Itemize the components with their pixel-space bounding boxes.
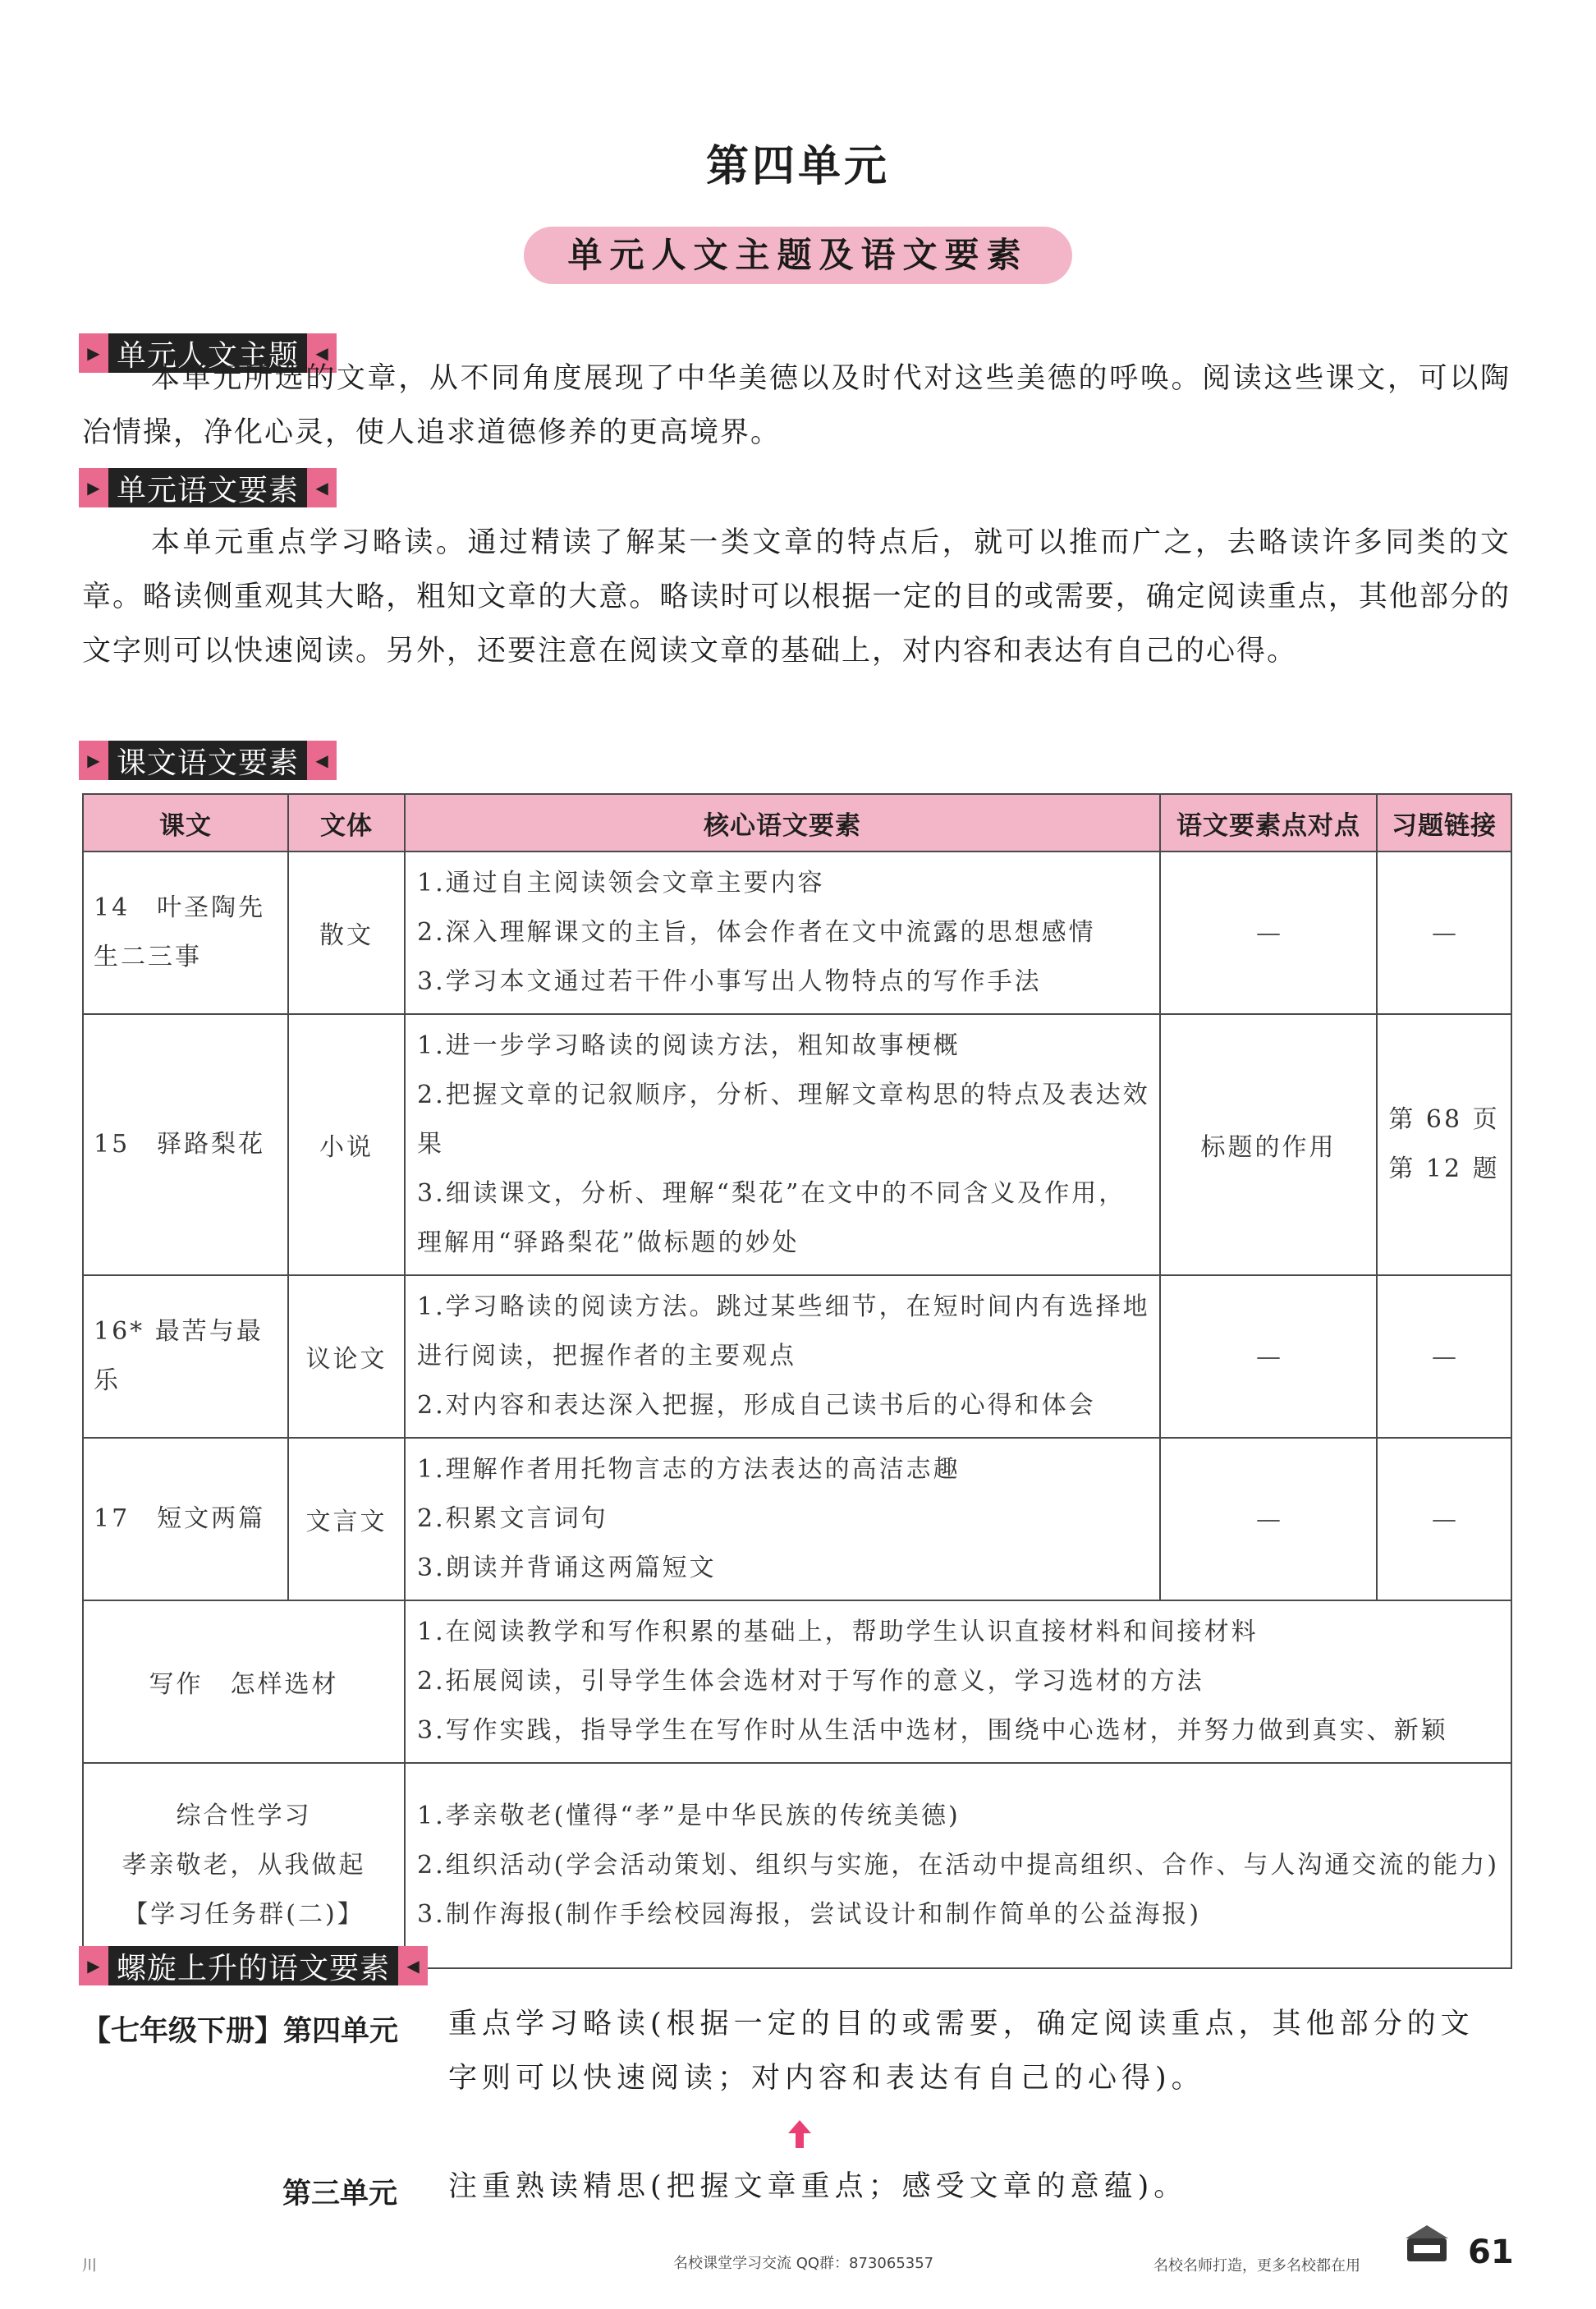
core-item: 1.学习略读的阅读方法。跳过某些细节，在短时间内有选择地进行阅读，把握作者的主要观点: [417, 1292, 1150, 1370]
link-cell: —: [1377, 852, 1511, 1014]
right-triangle-icon: ▶: [79, 468, 108, 507]
core-elements-cell: [405, 852, 1160, 1014]
header-exercise-link: 习题链接: [1377, 794, 1511, 852]
table-row: [83, 1763, 1511, 1968]
core-item: 3.学习本文通过若干件小事写出人物特点的写作手法: [417, 967, 1042, 996]
core-item: 3.朗读并背诵这两篇短文: [417, 1554, 717, 1582]
up-arrow-icon: [788, 2120, 811, 2148]
spiral-lower-text: 注重熟读精思(把握文章重点；感受文章的意蕴)。: [448, 2170, 1188, 2203]
footer-region-mark: 川: [82, 2257, 97, 2275]
link-cell: 第 68 页 第 12 题: [1377, 1014, 1511, 1275]
core-item: 3.制作海报(制作手绘校园海报，尝试设计和制作简单的公益海报): [417, 1900, 1202, 1929]
point-cell: 标题的作用: [1160, 1014, 1377, 1275]
section-heading-label: 单元语文要素: [108, 468, 307, 507]
core-item: 1.理解作者用托物言志的方法表达的高洁志趣: [417, 1455, 961, 1484]
lesson-cell: 16* 最苦与最乐: [83, 1275, 288, 1438]
core-elements-cell: [405, 1763, 1511, 1968]
header-genre: 文体: [288, 794, 405, 852]
spiral-upper-text: 重点学习略读(根据一定的目的或需要，确定阅读重点，其他部分的文字则可以快速阅读；对内容和表达有自己的心得)。: [448, 2008, 1474, 2095]
page-title: 第四单元: [705, 142, 890, 191]
point-cell: —: [1160, 1275, 1377, 1438]
genre-cell: 文言文: [288, 1438, 405, 1600]
lesson-cell: 17 短文两篇: [83, 1438, 288, 1600]
section-heading-spiral: [79, 1946, 428, 1985]
footer-slogan: 名校名师打造，更多名校都在用: [1153, 2257, 1360, 2275]
right-triangle-icon: ▶: [79, 1946, 108, 1985]
spiral-upper-label: 【七年级下册】第四单元: [82, 2015, 399, 2048]
core-item: 2.组织活动(学会活动策划、组织与实施，在活动中提高组织、合作、与人沟通交流的能力): [417, 1851, 1500, 1880]
genre-cell: 散文: [288, 852, 405, 1014]
link-cell: —: [1377, 1438, 1511, 1600]
unit-banner: 单元人文主题及语文要素: [524, 227, 1072, 284]
table-row: [83, 1438, 1511, 1600]
core-elements-cell: [405, 1438, 1160, 1600]
table-row: [83, 852, 1511, 1014]
table-row: [83, 1275, 1511, 1438]
section-heading-lessons: [79, 741, 337, 780]
genre-cell: 议论文: [288, 1275, 405, 1438]
core-elements-cell: [405, 1275, 1160, 1438]
link-cell: —: [1377, 1275, 1511, 1438]
lesson-line: 综合性学习: [176, 1802, 312, 1830]
lesson-elements-table: [82, 793, 1512, 1969]
core-item: 1.在阅读教学和写作积累的基础上，帮助学生认识直接材料和间接材料: [417, 1618, 1259, 1646]
comprehensive-lesson-cell: [83, 1763, 405, 1968]
core-item: 1.进一步学习略读的阅读方法，粗知故事梗概: [417, 1031, 961, 1060]
left-triangle-icon: ◀: [307, 741, 337, 780]
core-item: 2.积累文言词句: [417, 1504, 608, 1533]
core-item: 2.把握文章的记叙顺序，分析、理解文章构思的特点及表达效果: [417, 1081, 1150, 1159]
language-paragraph: [82, 516, 1511, 678]
core-item: 1.通过自主阅读领会文章主要内容: [417, 869, 825, 897]
core-item: 2.深入理解课文的主旨，体会作者在文中流露的思想感情: [417, 918, 1096, 947]
point-cell: —: [1160, 852, 1377, 1014]
language-text: 本单元重点学习略读。通过精读了解某一类文章的特点后，就可以推而广之，去略读许多同类的文章。略读侧重观其大略，粗知文章的大意。略读时可以根据一定的目的或需要，确定阅读重点，其他部分的文字则可以快速阅读。另外，还要注意在阅读文章的基础上，对内容和表达有自己的心得。: [82, 526, 1511, 668]
theme-paragraph: [82, 351, 1511, 460]
section-heading-label: 螺旋上升的语文要素: [108, 1946, 398, 1985]
left-triangle-icon: ◀: [307, 333, 337, 373]
lesson-line: 孝亲敬老，从我做起: [122, 1851, 366, 1880]
theme-text: 本单元所选的文章，从不同角度展现了中华美德以及时代对这些美德的呼唤。阅读这些课文，可以陶冶情操，净化心灵，使人追求道德修养的更高境界。: [82, 362, 1511, 449]
section-heading-label: 单元人文主题: [108, 333, 307, 373]
header-lesson: 课文: [83, 794, 288, 852]
core-item: 2.对内容和表达深入把握，形成自己读书后的心得和体会: [417, 1391, 1096, 1420]
core-elements-cell: [405, 1014, 1160, 1275]
core-item: 1.孝亲敬老(懂得“孝”是中华民族的传统美德): [417, 1802, 961, 1830]
lesson-cell: 15 驿路梨花: [83, 1014, 288, 1275]
spiral-lower-label: 第三单元: [282, 2178, 398, 2210]
section-heading-label: 课文语文要素: [108, 741, 307, 780]
core-elements-cell: [405, 1600, 1511, 1763]
header-point-to-point: 语文要素点对点: [1160, 794, 1377, 852]
section-heading-language: [79, 468, 337, 507]
page-number: 61: [1468, 2233, 1514, 2271]
publisher-logo-icon: [1402, 2222, 1452, 2268]
header-core-elements: 核心语文要素: [405, 794, 1160, 852]
table-row: [83, 1600, 1511, 1763]
lesson-line: 【学习任务群(二)】: [123, 1900, 365, 1929]
footer-qq-group: 名校课堂学习交流 QQ群：873065357: [673, 2255, 934, 2272]
core-item: 3.细读课文，分析、理解“梨花”在文中的不同含义及作用，理解用“驿路梨花”做标题的妙处: [417, 1179, 1126, 1257]
lesson-cell: 14 叶圣陶先生二三事: [83, 852, 288, 1014]
writing-lesson-cell: 写作 怎样选材: [83, 1600, 405, 1763]
genre-cell: 小说: [288, 1014, 405, 1275]
table-header-row: [83, 794, 1511, 852]
point-cell: —: [1160, 1438, 1377, 1600]
core-item: 3.写作实践，指导学生在写作时从生活中选材，围绕中心选材，并努力做到真实、新颖: [417, 1716, 1448, 1745]
core-item: 2.拓展阅读，引导学生体会选材对于写作的意义，学习选材的方法: [417, 1667, 1204, 1696]
left-triangle-icon: ◀: [307, 468, 337, 507]
left-triangle-icon: ◀: [398, 1946, 428, 1985]
right-triangle-icon: ▶: [79, 333, 108, 373]
table-row: [83, 1014, 1511, 1275]
right-triangle-icon: ▶: [79, 741, 108, 780]
